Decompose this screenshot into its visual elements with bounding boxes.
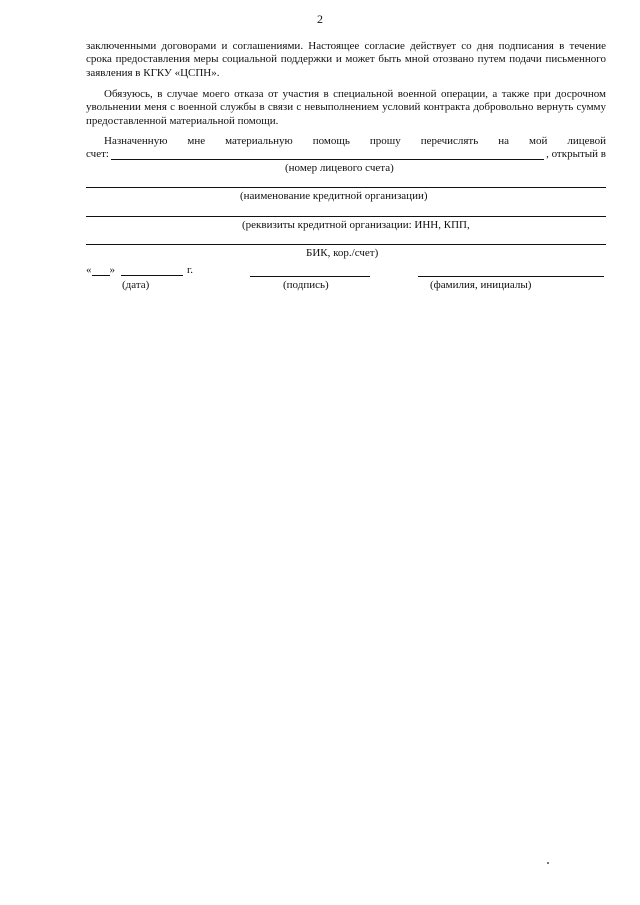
account-prefix: счет: — [86, 148, 109, 161]
payment-request-paragraph — [86, 135, 606, 162]
credit-org-details-caption: (реквизиты кредитной организации: ИНН, КПП, — [242, 219, 470, 231]
payment-request-line: Назначенную мне материальную помощь прошу перечислять на мой лицевой — [104, 135, 606, 147]
credit-org-name-caption: (наименование кредитной организации) — [240, 190, 428, 202]
date-field — [86, 264, 193, 276]
credit-org-details-field[interactable] — [86, 216, 606, 217]
full-name-caption: (фамилия, инициалы) — [430, 279, 532, 291]
bik-field[interactable] — [86, 244, 606, 245]
account-number-caption: (номер лицевого счета) — [285, 162, 394, 174]
account-number-field[interactable] — [111, 149, 544, 160]
full-name-field[interactable] — [418, 276, 604, 277]
account-row — [86, 148, 606, 161]
day-field[interactable] — [92, 265, 110, 276]
scan-speck — [547, 862, 549, 864]
date-caption: (дата) — [122, 279, 150, 291]
page-number: 2 — [317, 12, 323, 26]
bik-caption: БИК, кор./счет) — [306, 247, 379, 259]
signature-caption: (подпись) — [283, 279, 329, 291]
month-field[interactable] — [121, 265, 183, 276]
year-suffix: г. — [187, 264, 194, 276]
date-close-quote: » — [109, 264, 115, 276]
signature-field[interactable] — [250, 276, 370, 277]
credit-org-name-field[interactable] — [86, 187, 606, 188]
date-open-quote: « — [86, 264, 92, 276]
account-suffix: , открытый в — [546, 148, 606, 161]
obligation-paragraph: Обязуюсь, в случае моего отказа от участия в специальной военной операции, а также при досрочном увольнении меня с военной службы в связи с невыполнением условий контракта добровольно вернуть сумму предоставленной материальной помощи. — [86, 88, 606, 127]
consent-paragraph: заключенными договорами и соглашениями. Настоящее согласие действует со дня подписания в течение срока предоставления меры социальной поддержки и может быть мной отозвано путем подачи письменного заявления в КГКУ «ЦСПН». — [86, 40, 606, 79]
